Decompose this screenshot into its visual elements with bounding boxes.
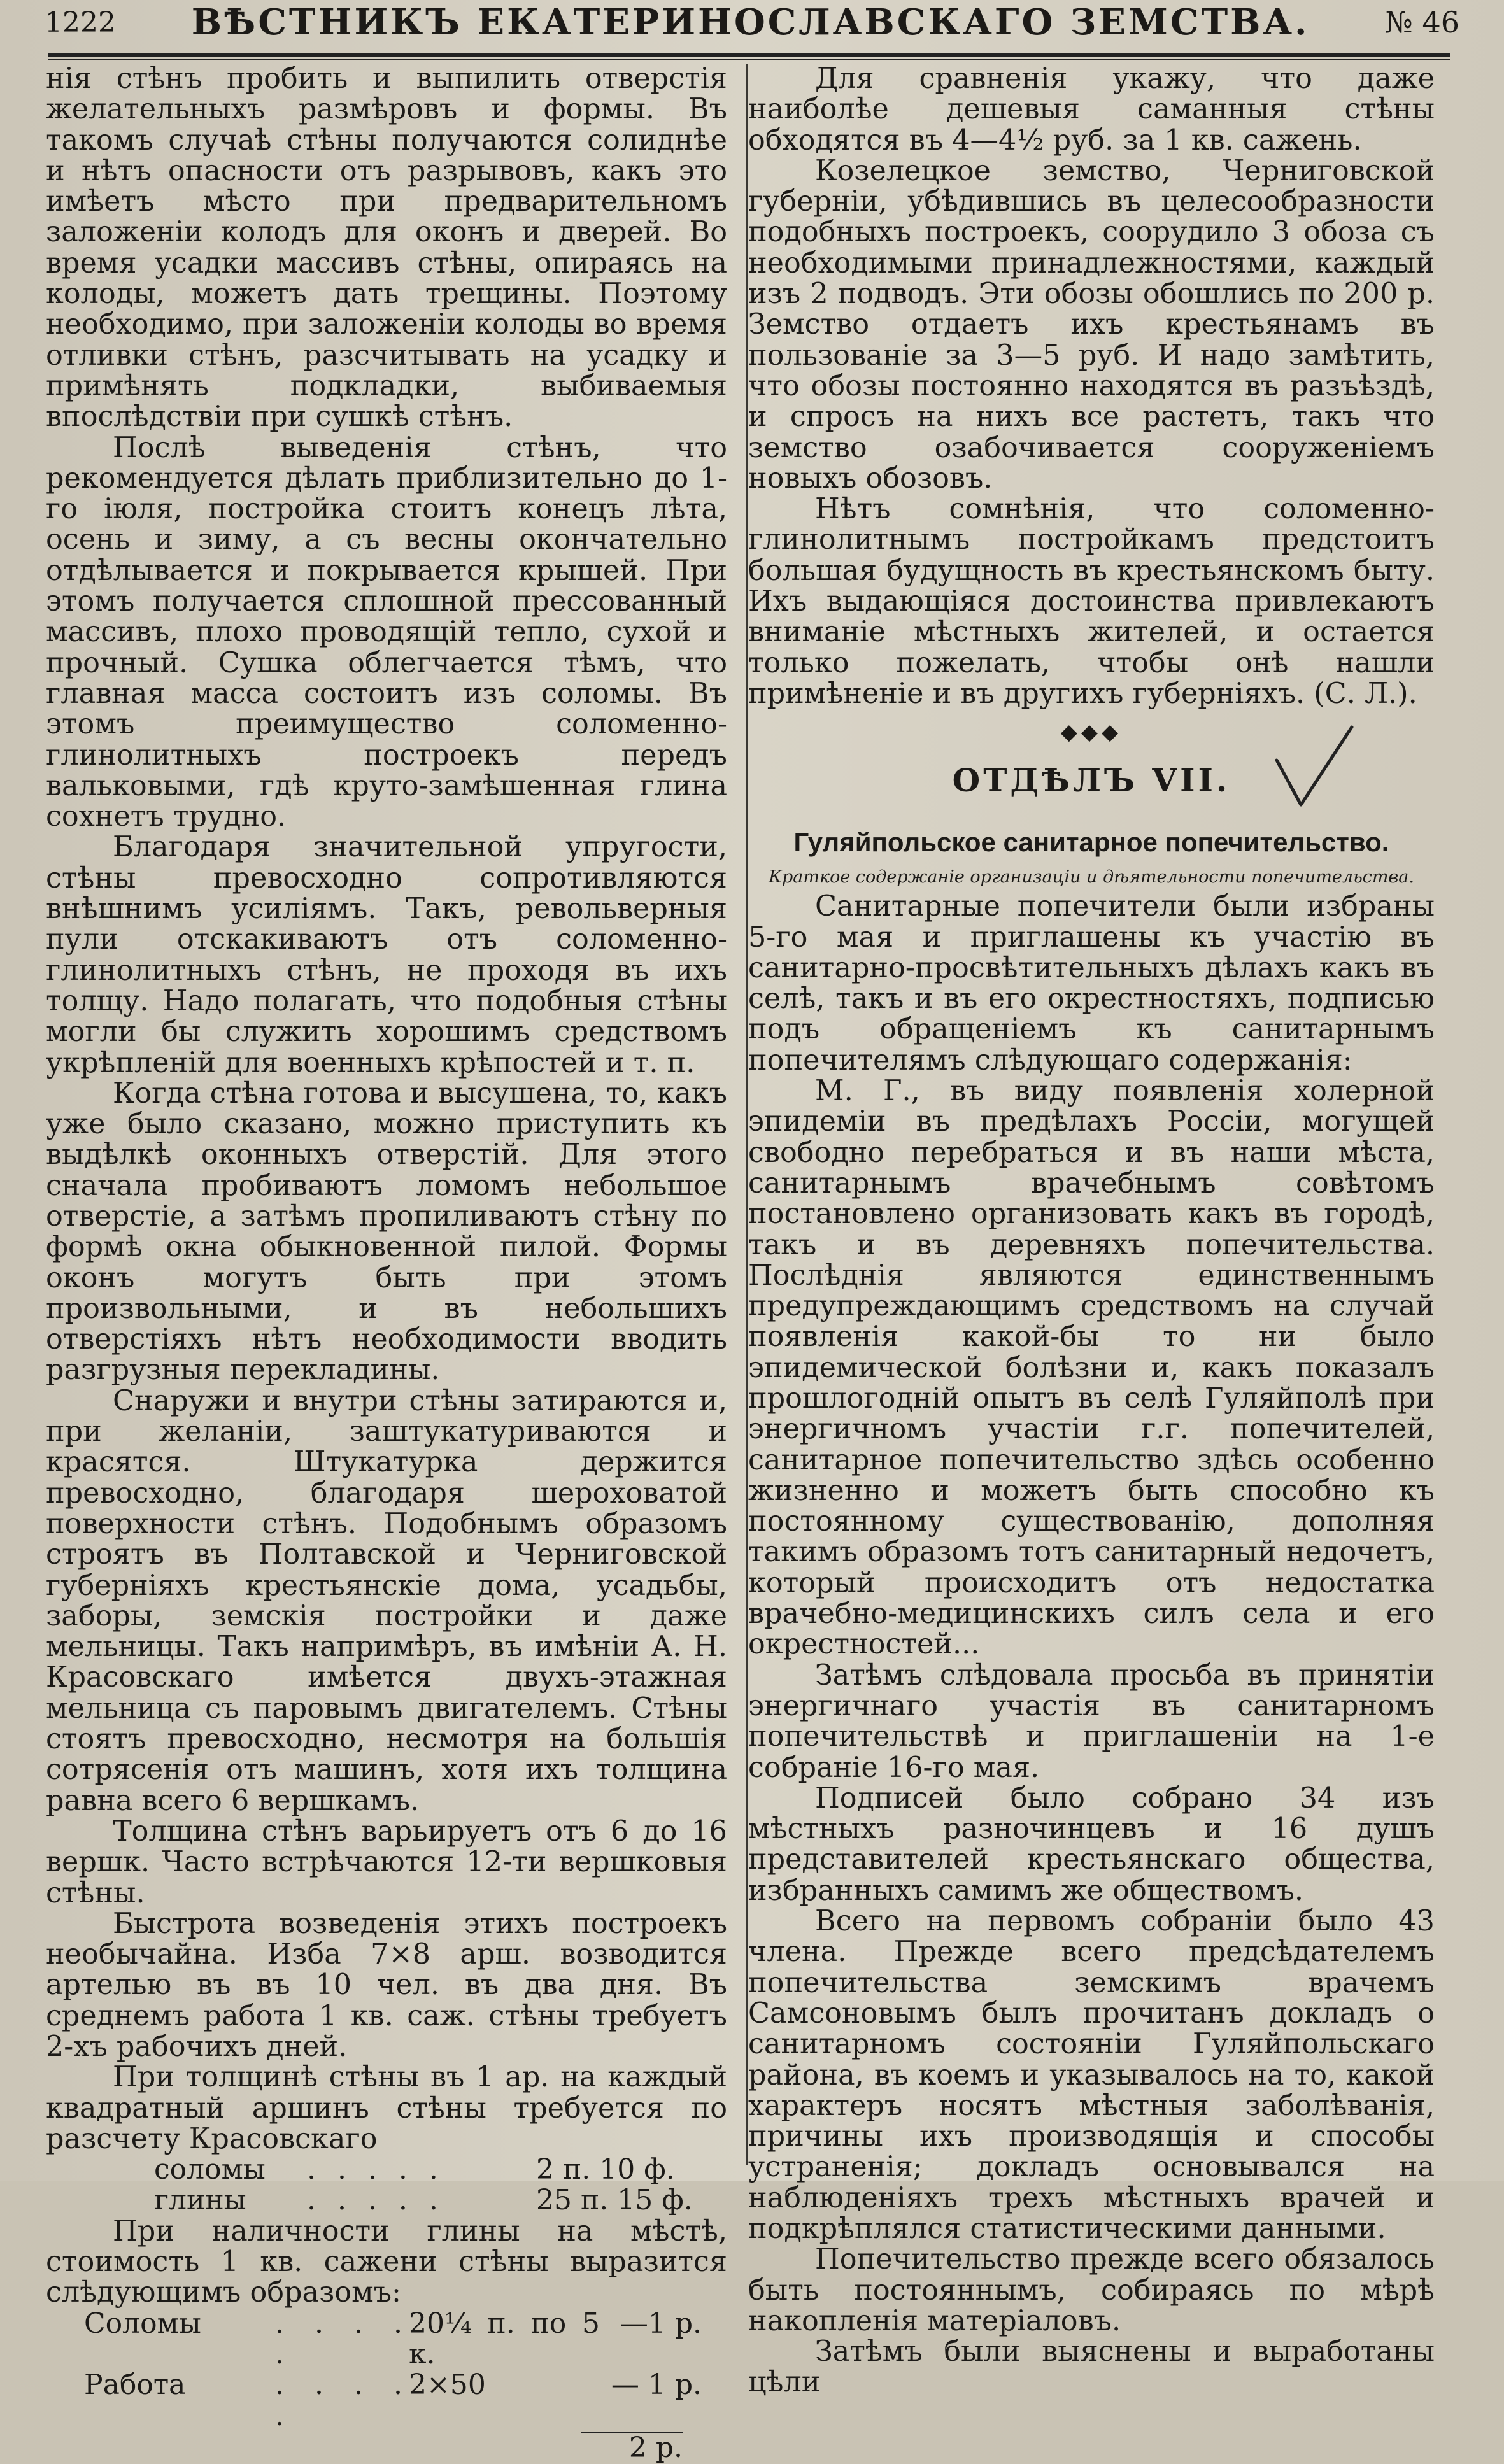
cost-row (46, 2370, 727, 2432)
section-heading (748, 750, 1435, 811)
paragraph: Толщина стѣнъ варьируетъ отъ 6 до 16 вершк. Часто встрѣчаются 12-ти вершковыя стѣны. (46, 1815, 727, 1909)
cost-name: Работа (84, 2368, 186, 2402)
material-value: 25 п. 15 ф. (536, 2184, 693, 2217)
paragraph: Когда стѣна готова и высушена, то, какъ уже было сказано, можно приступить къ выдѣлкѣ оконныхъ отверстій. Для этого сначала пробиваютъ ломомъ небольшое отверстіе, а затѣмъ пропиливаютъ стѣну по формѣ окна обыкновенной пилой. Формы оконъ могутъ быть при этомъ произвольными, и въ небольшихъ отверстіяхъ нѣтъ необходимости вводить разгрузныя перекладины. (46, 1077, 727, 1387)
cost-expression: 20¼ п. по 5 к. (409, 2307, 600, 2370)
article-subtitle: Краткое содержаніе организаціи и дѣятельности попечительства. (769, 867, 1414, 888)
paragraph: Снаружи и внутри стѣны затираются и, при желаніи, заштукатуриваются и красятся. Штукатурка держится превосходно, благодаря шероховатой поверхности стѣнъ. Подобнымъ образомъ строятъ въ Полтавской и Черниговской губерніяхъ крестьянскіе дома, усадьбы, заборы, земскія постройки и даже мельницы. Такъ напримѣръ, въ имѣніи А. Н. Красовскаго имѣется двухъ-этажная мельница съ паровымъ двигателемъ. Стѣны стоятъ превосходно, несмотря на большія сотрясенія отъ машинъ, хотя ихъ толщина равна всего 6 вершкамъ. (46, 1384, 727, 1817)
section-title: ОТДѢЛЪ VII. (952, 761, 1231, 800)
header-rule (48, 53, 1450, 60)
right-column (748, 64, 1435, 2398)
paragraph: Для сравненія укажу, что даже наиболѣе дешевыя саманныя стѣны обходятся въ 4—4½ руб. за 1 кв. сажень. (748, 62, 1435, 157)
journal-title: ВѢСТНИКЪ ЕКАТЕРИНОСЛАВСКАГО ЗЕМСТВА. (191, 1, 1310, 43)
left-column (46, 64, 727, 2463)
ornament-divider: ◆◆◆ (1060, 719, 1123, 746)
paragraph: Санитарные попечители были избраны 5-го мая и приглашены къ участію въ санитарно-просвѣтительныхъ дѣлахъ какъ въ селѣ, такъ и въ его окрестностяхъ, подписью подъ обращеніемъ къ санитарнымъ попечителямъ слѣдующаго содержанія: (748, 890, 1435, 1077)
materials-row (46, 2185, 727, 2216)
paragraph: Всего на первомъ собраніи было 43 члена. Прежде всего предсѣдателемъ попечительства земскимъ врачемъ Самсоновымъ былъ прочитанъ докладъ о санитарномъ состояніи Гуляйпольскаго района, въ коемъ и указывалось на то, какой характеръ носятъ мѣстныя заболѣванія, причины ихъ производящія и способы устраненія; докладъ основывался на наблюденіяхъ трехъ мѣстныхъ врачей и подкрѣплялся статистическими данными. (748, 1905, 1435, 2245)
cost-expression: 2×50 (409, 2368, 486, 2402)
paragraph: М. Г., въ виду появленія холерной эпидеміи въ предѣлахъ Россіи, могущей свободно перебраться и въ наши мѣста, санитарнымъ врачебнымъ совѣтомъ постановлено организовать какъ въ городѣ, такъ и въ деревняхъ попечительства. Послѣднія являются единственнымъ предупреждающимъ средствомъ на случай появленія какой-бы то ни было эпидемической болѣзни и, какъ показалъ прошлогодній опытъ въ селѣ Гуляйполѣ при энергичномъ участіи г.г. попечителей, санитарное попечительство здѣсь особенно жизненно и можетъ быть способно къ постоянному существованію, дополняя такимъ образомъ тотъ санитарный недочетъ, который происходитъ отъ недостатка врачебно-медицинскихъ силъ села и его окрестностей... (748, 1075, 1435, 1661)
cost-total: 2 р. (581, 2432, 683, 2463)
paragraph: Нѣтъ сомнѣнія, что соломенно-глинолитнымъ постройкамъ предстоитъ большая будущность въ крестьянскомъ быту. Ихъ выдающіяся достоинства привлекаютъ вниманіе мѣстныхъ жителей, и остается только пожелать, чтобы онѣ нашли примѣненіе и въ другихъ губерніяхъ. (С. Л.). (748, 493, 1435, 710)
cost-row (46, 2309, 727, 2370)
material-name: соломы (154, 2153, 266, 2186)
leader-dots: . . . . . (307, 2153, 444, 2186)
materials-row (46, 2155, 727, 2185)
paragraph: При толщинѣ стѣны въ 1 ар. на каждый квадратный аршинъ стѣны требуется по разсчету Красовскаго (46, 2061, 727, 2155)
paragraph: Послѣ выведенія стѣнъ, что рекомендуется дѣлать приблизительно до 1-го іюля, постройка стоитъ конецъ лѣта, осень и зиму, а съ весны окончательно отдѣлывается и покрывается крышей. При этомъ получается сплошной прессованный массивъ, плохо проводящій тепло, сухой и прочный. Сушка облегчается тѣмъ, что главная масса состоитъ изъ соломы. Въ этомъ преимущество соломенно-глинолитныхъ построекъ передъ вальковыми, гдѣ круто-замѣшенная глина сохнетъ трудно. (46, 431, 727, 833)
cost-table (46, 2309, 727, 2463)
leader-dots: . . . . . (307, 2184, 444, 2217)
leader-dots: . . . . . (275, 2307, 409, 2370)
paragraph: Затѣмъ слѣдовала просьба въ принятіи энергичнаго участія въ санитарномъ попечительствѣ и приглашеніи на 1-е собраніе 16-го мая. (748, 1659, 1435, 1784)
cost-result: —1 р. (620, 2307, 702, 2340)
paragraph: Затѣмъ были выяснены и выработаны цѣли (748, 2335, 1435, 2399)
page-number: 1222 (45, 6, 116, 39)
paragraph: Быстрота возведенія этихъ построекъ необычайна. Изба 7×8 арш. возводится артелью въ въ 10 чел. въ два дня. Въ среднемъ работа 1 кв. саж. стѣны требуетъ 2-хъ рабочихъ дней. (46, 1907, 727, 2063)
article-title: Гуляйпольское санитарное попечительство. (793, 827, 1389, 858)
paragraph: нія стѣнъ пробить и выпилить отверстія желательныхъ размѣровъ и формы. Въ такомъ случаѣ стѣны получаются солиднѣе и нѣтъ опасности отъ разрывовъ, какъ это имѣетъ мѣсто при предварительномъ заложеніи колодъ для оконъ и дверей. Во время усадки массивъ стѣны, опираясь на колоды, можетъ дать трещины. Поэтому необходимо, при заложеніи колоды во время отливки стѣнъ, разсчитывать на усадку и примѣнять подкладки, выбиваемыя впослѣдствіи при сушкѣ стѣнъ. (46, 62, 727, 434)
page-header (45, 0, 1459, 45)
cost-total-row (46, 2432, 727, 2463)
leader-dots: . . . . . (275, 2368, 409, 2432)
paragraph: При наличности глины на мѣстѣ, стоимость 1 кв. сажени стѣны выразится слѣдующимъ образомъ: (46, 2214, 727, 2309)
cost-result: — 1 р. (611, 2368, 702, 2402)
materials-table (46, 2155, 727, 2216)
issue-number: № 46 (1385, 5, 1459, 39)
paragraph: Подписей было собрано 34 изъ мѣстныхъ разночинцевъ и 16 душъ представителей крестьянскаго общества, избранныхъ самимъ же обществомъ. (748, 1781, 1435, 1907)
paragraph: Благодаря значительной упругости, стѣны превосходно сопротивляются внѣшнимъ усиліямъ. Такъ, револьверныя пули отскакиваютъ отъ соломенно-глинолитныхъ стѣнъ, не проходя въ ихъ толщу. Надо полагать, что подобныя стѣны могли бы служить хорошимъ средствомъ укрѣпленій для военныхъ крѣпостей и т. п. (46, 831, 727, 1079)
material-name: глины (154, 2184, 246, 2217)
paragraph: Попечительство прежде всего обязалось быть постояннымъ, собираясь по мѣрѣ накопленія матеріаловъ. (748, 2243, 1435, 2337)
paragraph: Козелецкое земство, Черниговской губерніи, убѣдившись въ целесообразности подобныхъ построекъ, соорудило 3 обоза съ необходимыми принадлежностями, каждый изъ 2 подводъ. Эти обозы обошлись по 200 р. Земство отдаетъ ихъ крестьянамъ въ пользованіе за 3—5 руб. И надо замѣтить, что обозы постоянно находятся въ разъѣздѣ, и спросъ на нихъ все растетъ, такъ что земство озабочивается сооруженіемъ новыхъ обозовъ. (748, 154, 1435, 495)
cost-name: Соломы (84, 2307, 201, 2340)
column-divider (746, 64, 748, 2165)
checkmark-icon (1270, 722, 1359, 811)
material-value: 2 п. 10 ф. (536, 2153, 675, 2186)
